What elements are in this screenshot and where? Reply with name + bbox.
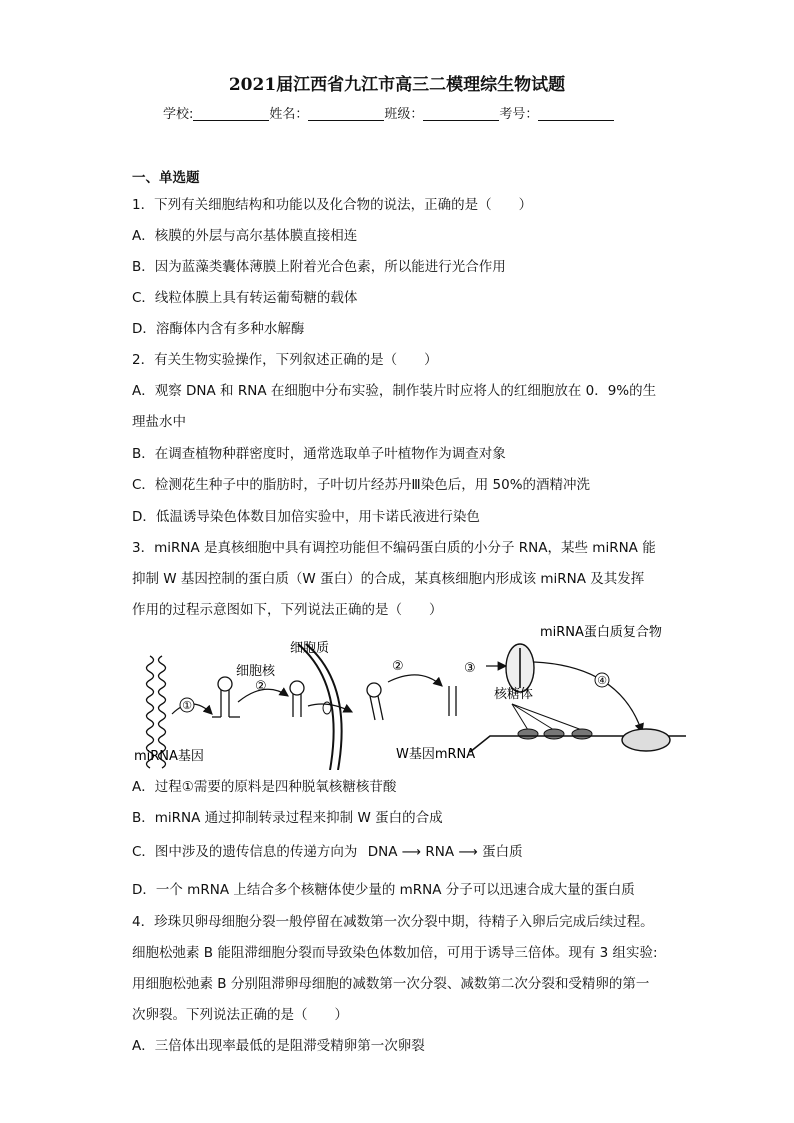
q1-option-b: B．因为蓝藻类囊体薄膜上附着光合色素，所以能进行光合作用 (132, 259, 506, 275)
q3-option-c-prefix: C．图中涉及的遗传信息的传递方向为 (132, 844, 358, 860)
school-label: 学校: (163, 107, 194, 122)
q4-option-a: A．三倍体出现率最低的是阻滞受精卵第一次卵裂 (132, 1038, 425, 1054)
q3-option-d: D．一个 mRNA 上结合多个核糖体使少量的 mRNA 分子可以迅速合成大量的蛋白质 (132, 882, 635, 898)
student-info-line (163, 103, 614, 122)
q2-option-a-cont: 理盐水中 (132, 414, 186, 430)
q2-option-d: D．低温诱导染色体数目加倍实验中，用卡诺氏液进行染色 (132, 509, 480, 525)
fig-step-3: ③ (464, 661, 476, 676)
q1-stem: 1．下列有关细胞结构和功能以及化合物的说法，正确的是（ ） (132, 197, 533, 213)
q2-option-c: C．检测花生种子中的脂肪时，子叶切片经苏丹Ⅲ染色后，用 50%的酒精冲洗 (132, 477, 591, 493)
fig-label-cytoplasm: 细胞质 (290, 641, 330, 656)
ribosomes (518, 729, 592, 739)
fig-label-gene: miRNA基因 (134, 749, 204, 764)
pre-mirna-cytoplasm (367, 683, 383, 720)
class-blank[interactable] (423, 106, 499, 121)
school-blank[interactable] (193, 106, 269, 121)
q3-option-c: C．图中涉及的遗传信息的传递方向为 DNA ⟶ RNA ⟶ 蛋白质 (132, 844, 523, 860)
q3-stem-2: 抑制 W 基因控制的蛋白质（W 蛋白）的合成，某真核细胞内形成该 miRNA 及其发挥 (132, 571, 645, 587)
q1-option-a: A．核膜的外层与高尔基体膜直接相连 (132, 228, 358, 244)
q3-option-a: A．过程①需要的原料是四种脱氧核糖核苷酸 (132, 779, 397, 795)
q1-option-c: C．线粒体膜上具有转运葡萄糖的载体 (132, 290, 358, 306)
exam-title: 2021届江西省九江市高三二模理综生物试题 (228, 75, 566, 95)
fig-label-ribosome: 核糖体 (494, 687, 534, 702)
q3-option-b: B．miRNA 通过抑制转录过程来抑制 W 蛋白的合成 (132, 810, 443, 826)
name-blank[interactable] (308, 106, 384, 121)
q2-option-b: B．在调查植物种群密度时，通常选取单子叶植物作为调查对象 (132, 446, 506, 462)
mature-mirna (449, 686, 456, 716)
pre-mirna-hairpin (290, 681, 304, 717)
fig-label-nucleus: 细胞核 (236, 664, 276, 679)
fig-label-wmrna: W基因mRNA (396, 747, 476, 762)
q3-stem-3: 作用的过程示意图如下，下列说法正确的是（ ） (132, 602, 443, 618)
fig-step-1: ① (182, 699, 192, 712)
number-label: 考号： (499, 107, 539, 122)
q3-stem-1: 3．miRNA 是真核细胞中具有调控功能但不编码蛋白质的小分子 RNA，某些 miRNA 能 (132, 540, 656, 556)
q2-option-a: A．观察 DNA 和 RNA 在细胞中分布实验，制作装片时应将人的红细胞放在 0．9%的生 (132, 383, 657, 399)
mirna-figure (130, 622, 690, 770)
name-label: 姓名： (269, 107, 309, 122)
q1-option-d: D．溶酶体内含有多种水解酶 (132, 321, 305, 337)
fig-step-2b: ② (392, 659, 404, 674)
q4-stem-3: 用细胞松弛素 B 分别阻滞卵母细胞的减数第一次分裂、减数第二次分裂和受精卵的第一 (132, 976, 650, 992)
blocked-complex (622, 729, 670, 751)
class-label: 班级： (384, 107, 424, 122)
number-blank[interactable] (538, 106, 614, 121)
section-heading: 一、单选题 (132, 170, 200, 186)
q4-stem-4: 次卵裂。下列说法正确的是（ ） (132, 1007, 348, 1023)
flow-protein: 蛋白质 (482, 844, 523, 860)
q2-stem: 2．有关生物实验操作，下列叙述正确的是（ ） (132, 352, 438, 368)
pri-mirna-hairpin (212, 677, 240, 717)
fig-label-complex: miRNA蛋白质复合物 (540, 625, 662, 640)
fig-step-2a: ② (255, 679, 267, 694)
q4-stem-1: 4．珍珠贝卵母细胞分裂一般停留在减数第一次分裂中期，待精子入卵后完成后续过程。 (132, 914, 654, 930)
flow-rna: RNA (425, 844, 455, 860)
flow-dna: DNA (367, 844, 398, 860)
fig-step-4: ④ (597, 674, 607, 687)
q4-stem-2: 细胞松弛素 B 能阻滞细胞分裂而导致染色体数加倍，可用于诱导三倍体。现有 3 组实验: (132, 945, 658, 961)
